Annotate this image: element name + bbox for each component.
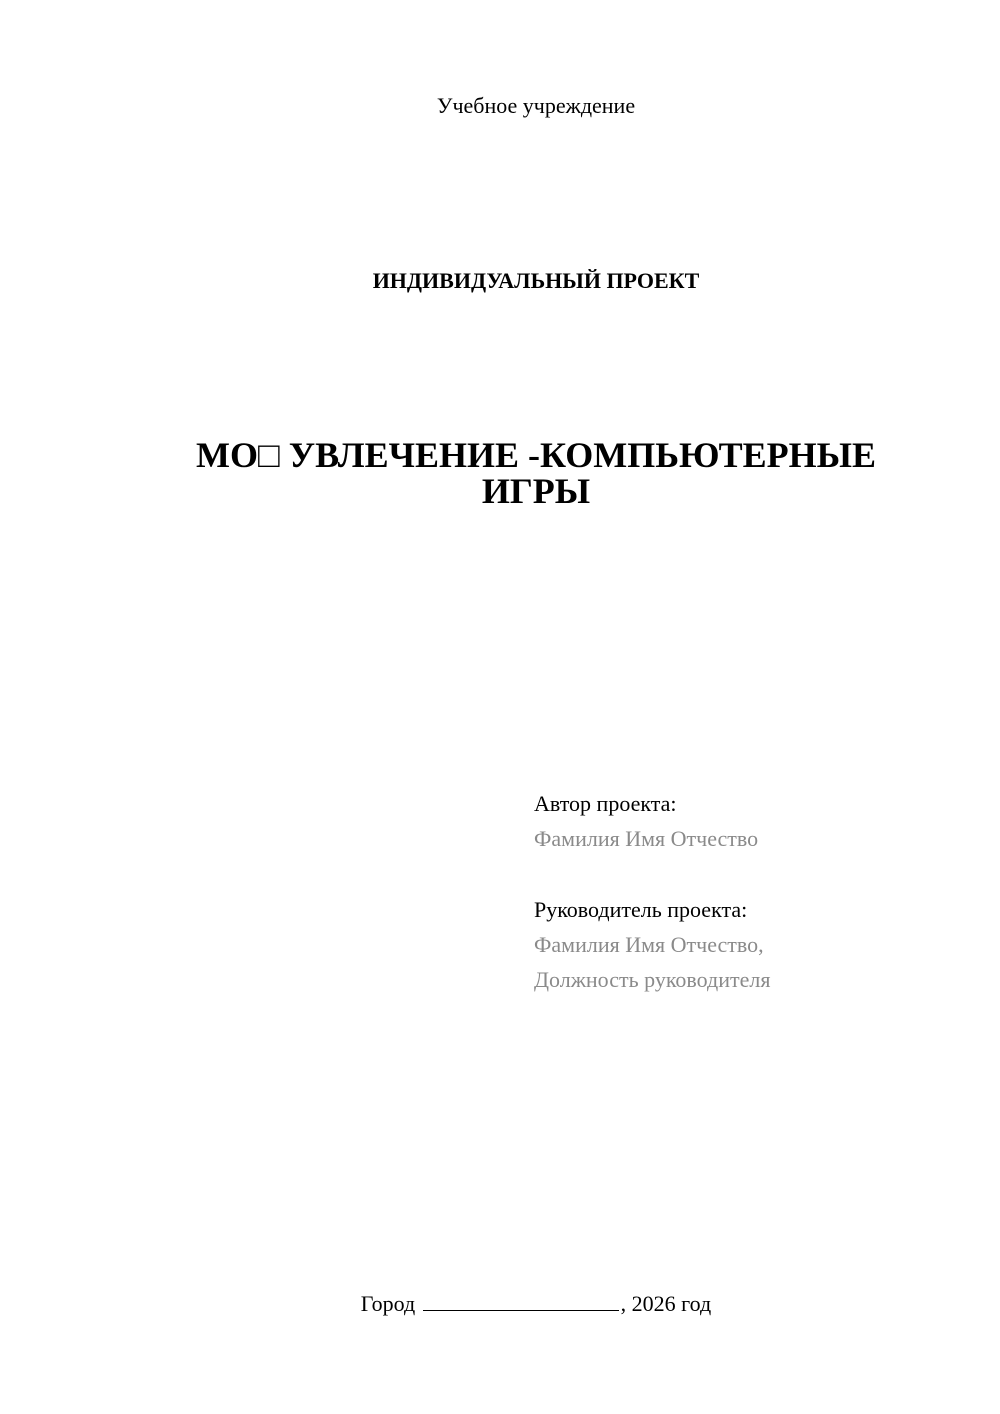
project-title-line-1: МО□ УВЛЕЧЕНИЕ -КОМПЬЮТЕРНЫЕ xyxy=(195,435,877,475)
project-title-line-2: ИГРЫ xyxy=(481,471,591,511)
city-blank-line xyxy=(423,1290,619,1311)
project-title xyxy=(172,437,900,509)
author-name: Фамилия Имя Отчество xyxy=(534,826,759,851)
supervisor-label: Руководитель проекта: xyxy=(534,897,748,922)
footer-city-year xyxy=(172,1290,900,1318)
year-text: , 2026 год xyxy=(620,1291,712,1316)
supervisor-name: Фамилия Имя Отчество, xyxy=(534,932,764,957)
supervisor-block xyxy=(534,892,974,997)
project-type-heading: ИНДИВИДУАЛЬНЫЙ ПРОЕКТ xyxy=(372,268,700,293)
supervisor-position: Должность руководителя xyxy=(534,967,771,992)
author-label: Автор проекта: xyxy=(534,791,677,816)
institution-name: Учебное учреждение xyxy=(436,93,636,118)
city-label: Город xyxy=(360,1291,416,1316)
author-block xyxy=(534,786,974,856)
